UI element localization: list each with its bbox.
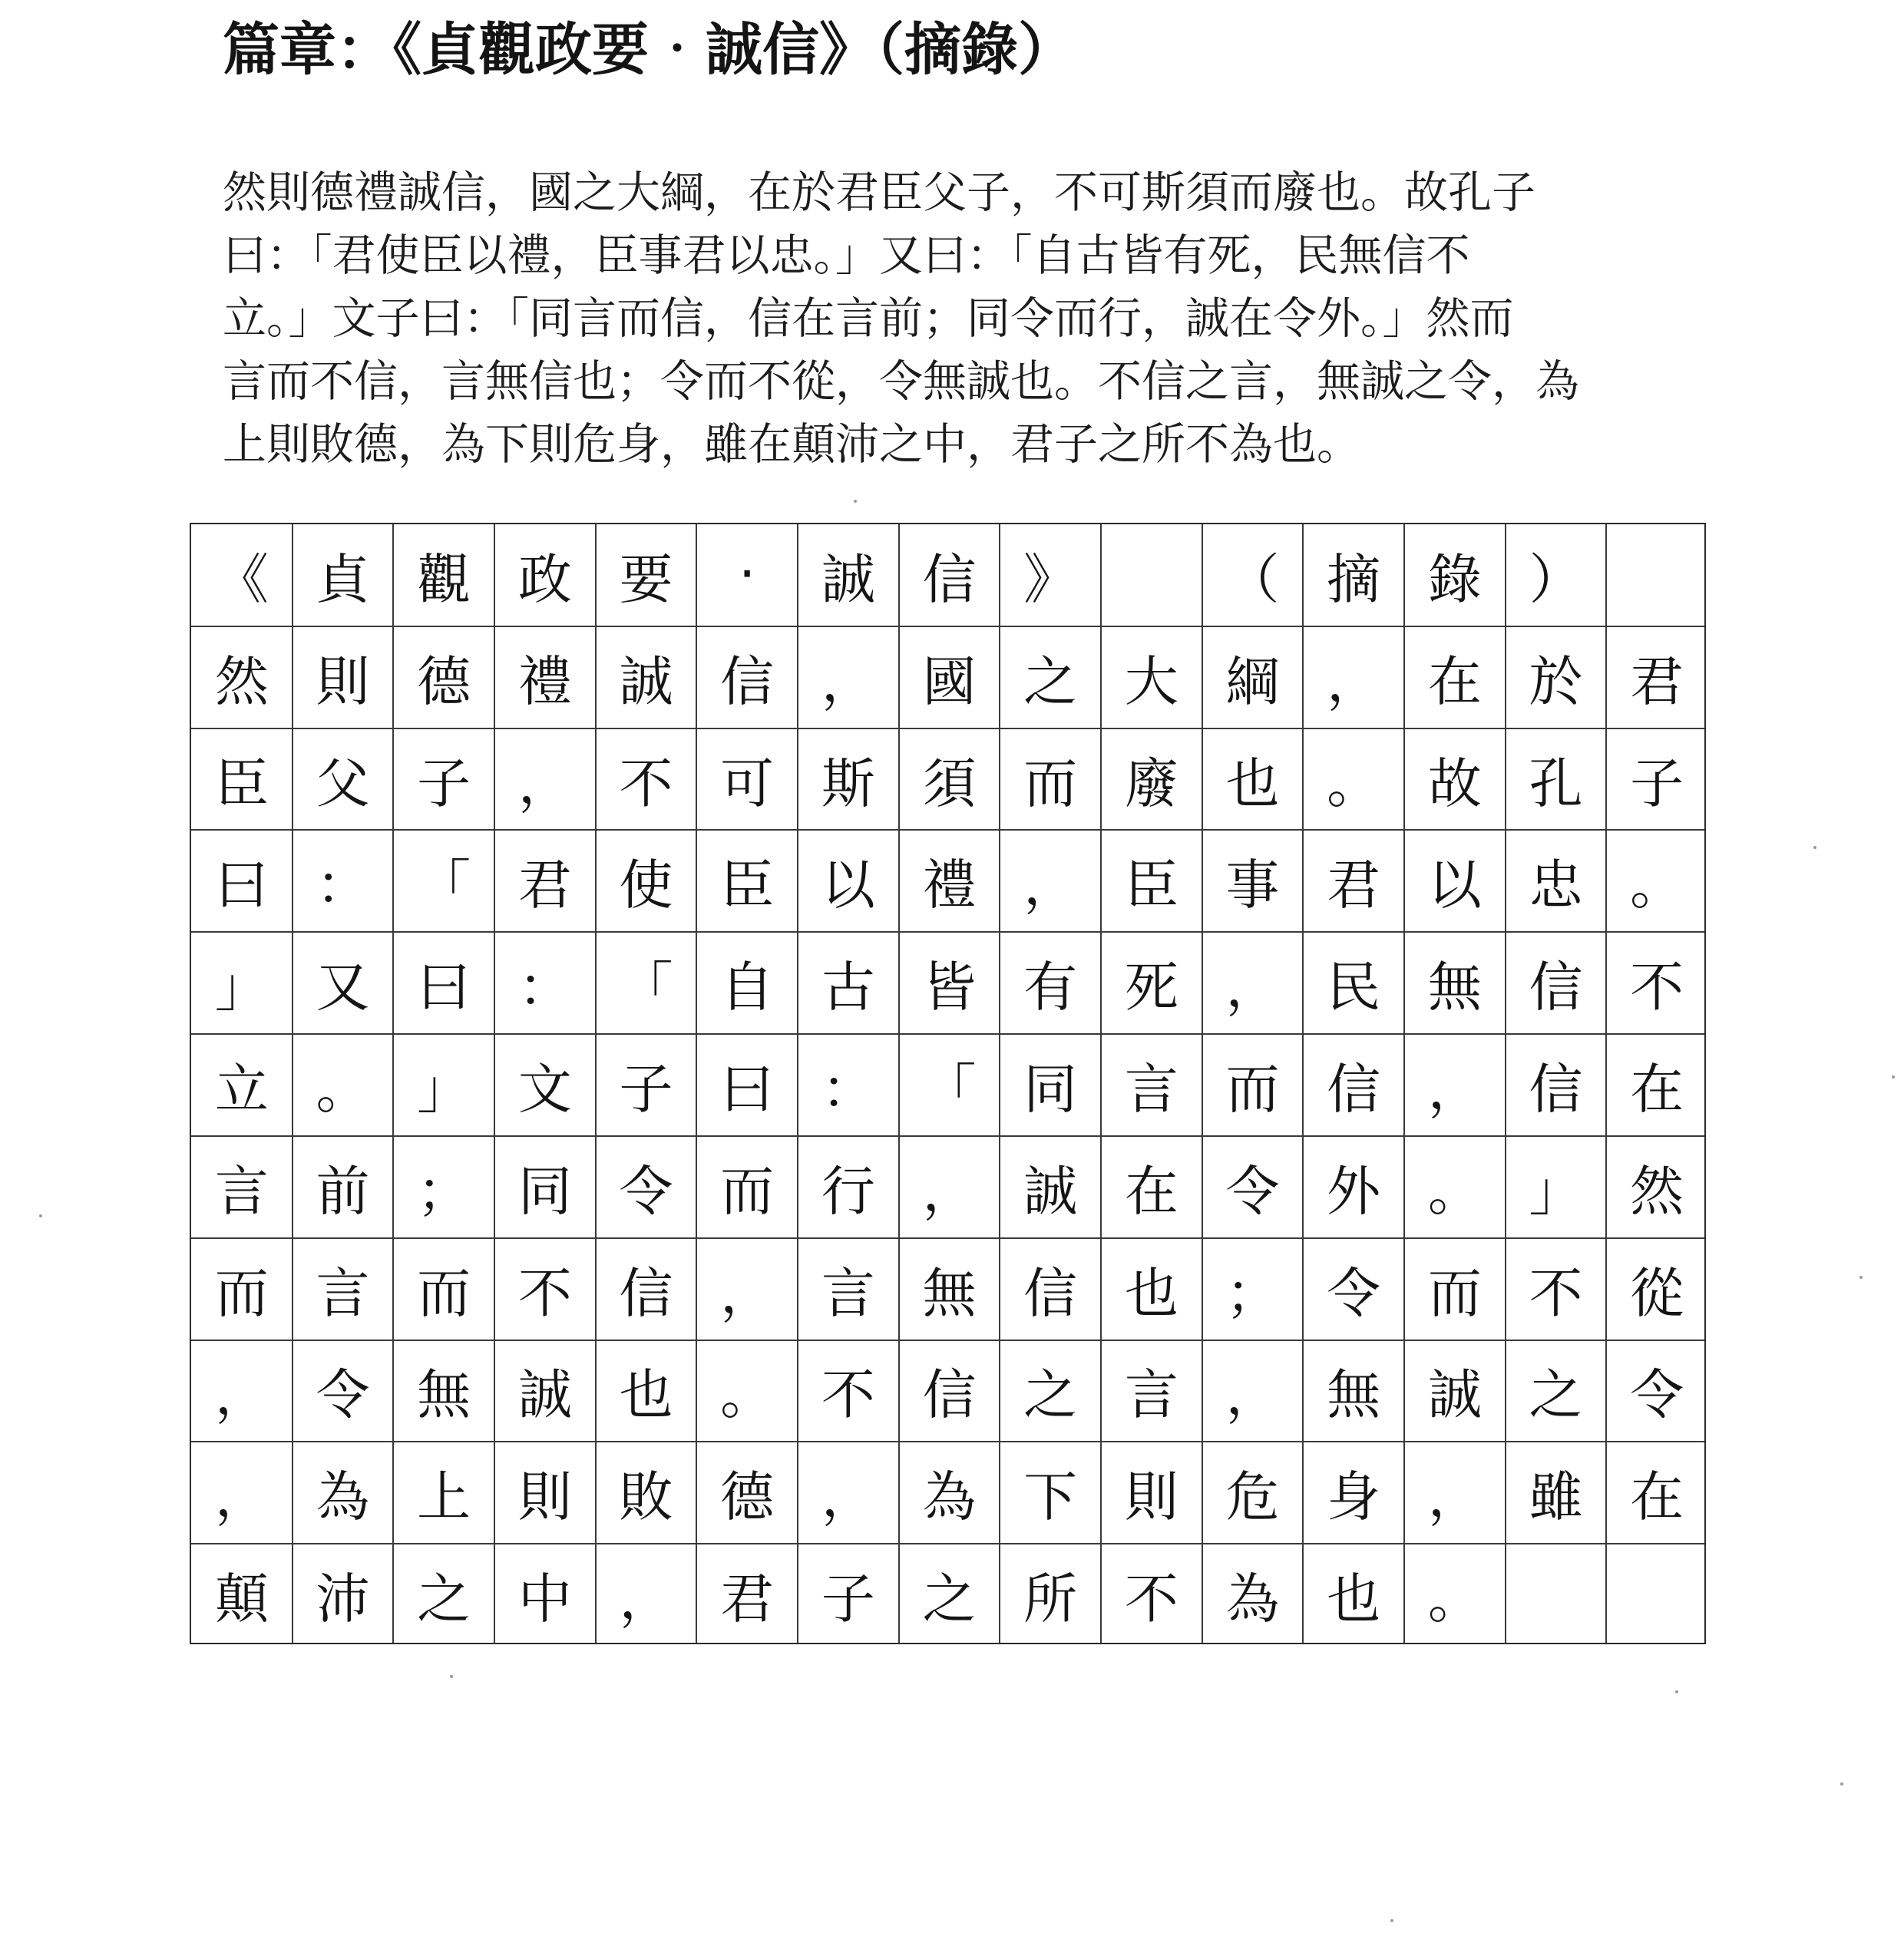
scan-speck [1390, 1919, 1393, 1922]
grid-cell: 忠 [1529, 854, 1583, 917]
grid-cell: 所 [1023, 1568, 1078, 1631]
grid-cell: ： [316, 854, 370, 917]
grid-cell: 斯 [821, 752, 875, 815]
grid-cell: 之 [417, 1568, 471, 1631]
grid-cell: 臣 [720, 854, 775, 917]
grid-cell: 誠 [1427, 1363, 1482, 1427]
grid-cell: ， [720, 1261, 775, 1325]
grid-cell: 也 [1327, 1568, 1381, 1631]
grid-cell: 臣 [1124, 854, 1178, 917]
grid-cell: 之 [922, 1568, 977, 1631]
grid-cell [1606, 524, 1707, 626]
grid-cell: ） [1529, 547, 1583, 611]
grid-cell: 「 [922, 1057, 977, 1121]
grid-cell: 政 [517, 547, 572, 611]
grid-cell: 子 [1630, 752, 1684, 815]
grid-cell: 然 [214, 649, 269, 713]
grid-cell: 之 [1023, 1363, 1078, 1427]
grid-cell: 信 [922, 1363, 977, 1427]
grid-cell: ： [517, 956, 572, 1019]
grid-cell: ， [1225, 1363, 1280, 1427]
grid-cell: 也 [1124, 1261, 1178, 1325]
grid-cell: 身 [1327, 1465, 1381, 1529]
grid-cell: 孔 [1529, 752, 1583, 815]
handwriting-practice-grid [190, 523, 1706, 1644]
grid-cell: 觀 [417, 547, 471, 611]
grid-cell: 君 [517, 854, 572, 917]
grid-cell: 信 [1529, 956, 1583, 1019]
passage-line: 言而不信，言無信也；令而不從，令無誠也。不信之言，無誠之令，為 [223, 356, 1579, 407]
grid-cell: 不 [1124, 1568, 1178, 1631]
grid-cell: ， [517, 752, 572, 815]
grid-cell: 無 [417, 1363, 471, 1427]
grid-cell: 有 [1023, 956, 1078, 1019]
grid-cell: 則 [316, 649, 370, 713]
grid-cell: ， [1225, 956, 1280, 1019]
scan-speck [1675, 1690, 1678, 1693]
grid-cell [1101, 524, 1202, 626]
grid-cell: 須 [922, 752, 977, 815]
grid-cell: 。 [1327, 752, 1381, 815]
grid-cell: 》 [1023, 547, 1078, 611]
grid-cell: 君 [1327, 854, 1381, 917]
grid-cell: 《 [214, 547, 269, 611]
grid-cell: 綱 [1225, 649, 1280, 713]
grid-cell: 」 [1529, 1159, 1583, 1223]
grid-cell: 同 [1023, 1057, 1078, 1121]
grid-cell: 為 [316, 1465, 370, 1529]
grid-cell: 子 [821, 1568, 875, 1631]
grid-cell: 德 [417, 649, 471, 713]
grid-cell: 古 [821, 956, 875, 1019]
grid-cell: 以 [1427, 854, 1482, 917]
grid-cell: 」 [214, 956, 269, 1019]
grid-cell: 沛 [316, 1568, 370, 1631]
grid-cell: 事 [1225, 854, 1280, 917]
grid-cell: 君 [720, 1568, 775, 1631]
grid-cell: ， [214, 1465, 269, 1529]
grid-cell: 禮 [517, 649, 572, 713]
grid-cell: 摘 [1327, 547, 1381, 611]
grid-cell: 誠 [619, 649, 673, 713]
scan-speck [1840, 1782, 1843, 1786]
grid-cell: 君 [1630, 649, 1684, 713]
grid-cell: （ [1225, 547, 1280, 611]
grid-cell: 貞 [316, 547, 370, 611]
grid-cell: 子 [417, 752, 471, 815]
scan-speck [1813, 846, 1816, 849]
grid-cell: ： [821, 1057, 875, 1121]
grid-cell: 在 [1630, 1465, 1684, 1529]
grid-cell: 。 [720, 1363, 775, 1427]
grid-cell: 從 [1630, 1261, 1684, 1325]
grid-cell: 言 [316, 1261, 370, 1325]
grid-cell: 不 [517, 1261, 572, 1325]
grid-cell: 信 [720, 649, 775, 713]
grid-cell: 下 [1023, 1465, 1078, 1529]
grid-cell: 可 [720, 752, 775, 815]
grid-cell: 在 [1427, 649, 1482, 713]
grid-cell: 廢 [1124, 752, 1178, 815]
passage-line: 然則德禮誠信，國之大綱，在於君臣父子，不可斯須而廢也。故孔子 [223, 167, 1535, 218]
grid-cell: 然 [1630, 1159, 1684, 1223]
grid-cell: 父 [316, 752, 370, 815]
grid-cell: 曰 [417, 956, 471, 1019]
grid-cell: 。 [1427, 1568, 1482, 1631]
grid-cell: 也 [619, 1363, 673, 1427]
grid-cell: ； [417, 1159, 471, 1223]
grid-cell: 德 [720, 1465, 775, 1529]
grid-cell: 以 [821, 854, 875, 917]
source-passage [223, 161, 1735, 476]
grid-cell: 言 [214, 1159, 269, 1223]
grid-cell: 誠 [1023, 1159, 1078, 1223]
grid-cell: 。 [1630, 854, 1684, 917]
grid-cell: 不 [1529, 1261, 1583, 1325]
grid-cell: 自 [720, 956, 775, 1019]
grid-cell: 不 [1630, 956, 1684, 1019]
grid-cell: 而 [417, 1261, 471, 1325]
grid-cell: 顛 [214, 1568, 269, 1631]
grid-cell: 而 [1427, 1261, 1482, 1325]
grid-cell: 於 [1529, 649, 1583, 713]
grid-cell: 信 [922, 547, 977, 611]
grid-cell: 立 [214, 1057, 269, 1121]
grid-cell: 曰 [720, 1057, 775, 1121]
grid-cell: 外 [1327, 1159, 1381, 1223]
grid-cell: 之 [1023, 649, 1078, 713]
grid-cell: 雖 [1529, 1465, 1583, 1529]
grid-cell: 敗 [619, 1465, 673, 1529]
grid-cell: 錄 [1427, 547, 1482, 611]
grid-cell: 國 [922, 649, 977, 713]
grid-cell: 之 [1529, 1363, 1583, 1427]
grid-cell: 而 [1225, 1057, 1280, 1121]
grid-cell: 為 [1225, 1568, 1280, 1631]
grid-cell: 令 [316, 1363, 370, 1427]
grid-cell: 中 [517, 1568, 572, 1631]
grid-cell: 則 [517, 1465, 572, 1529]
grid-cell: 子 [619, 1057, 673, 1121]
grid-cell: 。 [316, 1057, 370, 1121]
grid-cell: 也 [1225, 752, 1280, 815]
scan-speck [1892, 1075, 1895, 1079]
grid-cell: ， [1427, 1057, 1482, 1121]
grid-cell: 前 [316, 1159, 370, 1223]
grid-cell: 信 [1327, 1057, 1381, 1121]
grid-cell: ， [1327, 649, 1381, 713]
grid-cell: 「 [619, 956, 673, 1019]
grid-cell: 則 [1124, 1465, 1178, 1529]
chapter-title: 篇章：《貞觀政要‧誠信》（摘錄） [223, 17, 1075, 83]
grid-cell: 誠 [517, 1363, 572, 1427]
grid-cell: 又 [316, 956, 370, 1019]
grid-cell: 要 [619, 547, 673, 611]
grid-cell: ， [214, 1363, 269, 1427]
grid-cell: 信 [1023, 1261, 1078, 1325]
grid-cell: ‧ [739, 543, 756, 607]
grid-cell: 令 [619, 1159, 673, 1223]
grid-cell: 大 [1124, 649, 1178, 713]
grid-cell: ， [821, 1465, 875, 1529]
passage-line: 上則敗德，為下則危身，雖在顛沛之中，君子之所不為也。 [223, 419, 1360, 470]
scan-speck [39, 1214, 42, 1217]
grid-cell: 言 [821, 1261, 875, 1325]
passage-line: 立。」文子曰：「同言而信，信在言前；同令而行，誠在令外。」然而 [223, 293, 1514, 344]
grid-cell: 行 [821, 1159, 875, 1223]
grid-cell: 禮 [922, 854, 977, 917]
grid-cell: ， [821, 649, 875, 713]
grid-cell: 而 [720, 1159, 775, 1223]
grid-cell: 臣 [214, 752, 269, 815]
grid-cell: 信 [619, 1261, 673, 1325]
grid-cell: ， [1427, 1465, 1482, 1529]
grid-cell: ， [1023, 854, 1078, 917]
grid-cell: 無 [1327, 1363, 1381, 1427]
grid-cell: 無 [1427, 956, 1482, 1019]
grid-cell: ， [619, 1568, 673, 1631]
grid-cell: 在 [1630, 1057, 1684, 1121]
grid-cell: 文 [517, 1057, 572, 1121]
grid-cell: 在 [1124, 1159, 1178, 1223]
grid-cell: 曰 [214, 854, 269, 917]
grid-cell [1606, 1544, 1707, 1646]
passage-line: 曰：「君使臣以禮，臣事君以忠。」又曰：「自古皆有死，民無信不 [223, 230, 1470, 281]
grid-cell: 言 [1124, 1363, 1178, 1427]
grid-cell: 無 [922, 1261, 977, 1325]
grid-cell: 而 [1023, 752, 1078, 815]
grid-cell: ； [1225, 1261, 1280, 1325]
grid-cell: 使 [619, 854, 673, 917]
grid-cell: 而 [214, 1261, 269, 1325]
grid-cell: 不 [821, 1363, 875, 1427]
grid-cell: 。 [1427, 1159, 1482, 1223]
grid-cell: 言 [1124, 1057, 1178, 1121]
grid-cell: 皆 [922, 956, 977, 1019]
scan-speck [854, 500, 857, 503]
grid-cell: 民 [1327, 956, 1381, 1019]
grid-cell: 死 [1124, 956, 1178, 1019]
grid-cell: 」 [417, 1057, 471, 1121]
grid-cell: 為 [922, 1465, 977, 1529]
grid-cell: 危 [1225, 1465, 1280, 1529]
scan-speck [450, 1675, 453, 1678]
grid-cell: 「 [417, 854, 471, 917]
grid-cell: 不 [619, 752, 673, 815]
grid-cell: 令 [1630, 1363, 1684, 1427]
scan-speck [1859, 1276, 1863, 1279]
grid-cell: 令 [1327, 1261, 1381, 1325]
grid-cell: 令 [1225, 1159, 1280, 1223]
grid-cell: 誠 [821, 547, 875, 611]
grid-cell: 故 [1427, 752, 1482, 815]
grid-cell [1506, 1544, 1607, 1646]
grid-cell: 同 [517, 1159, 572, 1223]
grid-cell: ， [922, 1159, 977, 1223]
grid-cell: 信 [1529, 1057, 1583, 1121]
grid-cell: 上 [417, 1465, 471, 1529]
